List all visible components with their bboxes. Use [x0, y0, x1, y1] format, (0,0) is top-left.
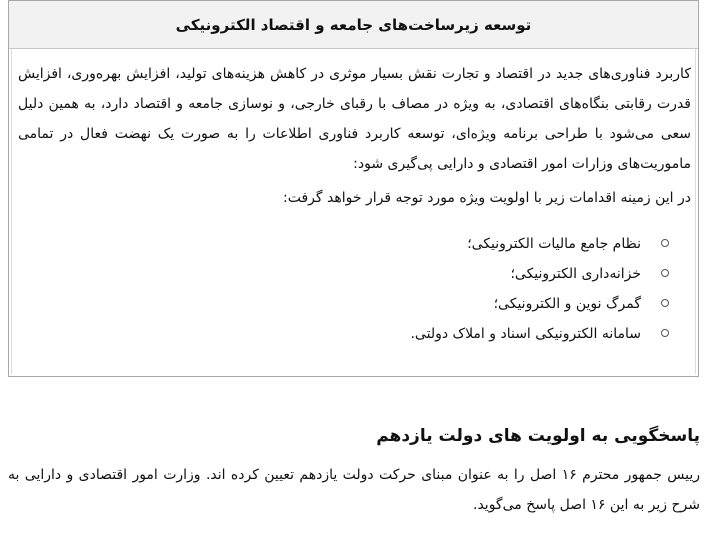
list-item	[18, 289, 669, 319]
box-body	[11, 49, 696, 374]
list-item-label: گمرگ نوین و الکترونیکی؛	[493, 296, 641, 312]
list-item	[18, 259, 669, 289]
circle-bullet-icon	[661, 239, 669, 247]
box-paragraph: کاربرد فناوری‌های جدید در اقتصاد و تجارت نقش بسیار موثری در کاهش هزینه‌های تولید، افزایش بهره‌وری، افزایش قدرت رقابتی بنگاه‌های اقتصادی، به ویژه در مصاف با رقبای خارجی، و نوسازی جامعه و اقتصاد دارد، به همین دلیل سعی می‌شود با طراحی برنامه ویژه‌ای، توسعه کاربرد فناوری اطلاعات را به صورت یک نهضت فعال در تمامی ماموریت‌های وزارات امور اقتصادی و دارایی پی‌گیری شود:	[18, 66, 691, 172]
list-item	[18, 229, 669, 259]
list-item	[18, 319, 669, 349]
section-heading: پاسخگویی به اولویت های دولت یازدهم	[376, 426, 700, 446]
list-item-label: خزانه‌داری الکترونیکی؛	[510, 266, 641, 282]
priority-list	[18, 229, 691, 349]
circle-bullet-icon	[661, 329, 669, 337]
list-item-label: سامانه الکترونیکی اسناد و املاک دولتی.	[410, 326, 641, 342]
section-paragraph: رییس جمهور محترم ۱۶ اصل را به عنوان مبنای حرکت دولت یازدهم تعیین کرده اند. وزارت امور اقتصادی و دارایی به شرح زیر به این ۱۶ اصل پاسخ می‌گوید.	[8, 467, 700, 513]
info-box	[8, 0, 699, 377]
box-title: توسعه زیرساخت‌های جامعه و اقتصاد الکترونیکی	[9, 1, 698, 49]
box-intro: در این زمینه اقدامات زیر با اولویت ویژه مورد توجه قرار خواهد گرفت:	[282, 190, 691, 206]
list-item-label: نظام جامع مالیات الکترونیکی؛	[467, 236, 641, 252]
circle-bullet-icon	[661, 269, 669, 277]
circle-bullet-icon	[661, 299, 669, 307]
